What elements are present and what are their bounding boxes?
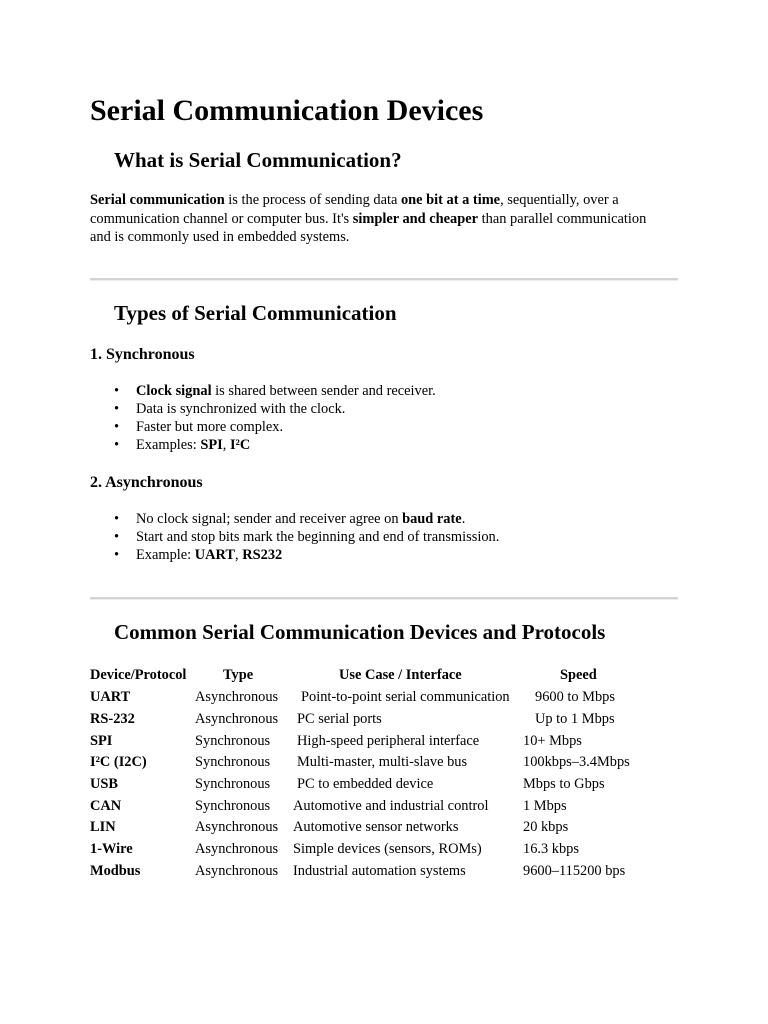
- section-divider: [90, 278, 678, 281]
- column-header: Speed: [560, 667, 597, 683]
- table-cell: 10+ Mbps: [523, 733, 582, 749]
- table-cell: 20 kbps: [523, 819, 569, 835]
- table-cell: CAN: [90, 798, 122, 814]
- table-cell: Asynchronous: [195, 863, 279, 879]
- table-cell: PC to embedded device: [297, 776, 434, 792]
- synchronous-list: [90, 382, 436, 454]
- list-item: • Example: UART, RS232: [90, 546, 499, 564]
- types-heading: Types of Serial Communication: [114, 301, 397, 325]
- table-cell: Synchronous: [195, 776, 271, 792]
- table-cell: 9600–115200 bps: [523, 863, 626, 879]
- table-cell: Up to 1 Mbps: [535, 711, 615, 727]
- table-cell: Modbus: [90, 863, 141, 879]
- intro-line-1: Serial communication is the process of sending data one bit at a time, sequentially, over a: [90, 192, 619, 208]
- list-item: • Clock signal is shared between sender and receiver.: [90, 382, 436, 400]
- table-cell: RS-232: [90, 711, 135, 727]
- section-divider: [90, 597, 678, 600]
- synchronous-heading: 1. Synchronous: [90, 346, 195, 363]
- table-cell: Mbps to Gbps: [523, 776, 605, 792]
- table-cell: UART: [90, 689, 131, 705]
- table-cell: Multi-master, multi-slave bus: [297, 754, 468, 770]
- table-cell: PC serial ports: [297, 711, 382, 727]
- intro-line-3: and is commonly used in embedded systems.: [90, 229, 350, 245]
- table-cell: Asynchronous: [195, 819, 279, 835]
- devices-heading: Common Serial Communication Devices and Protocols: [114, 620, 606, 644]
- table-cell: Industrial automation systems: [293, 863, 466, 879]
- column-header: Use Case / Interface: [339, 667, 462, 683]
- table-cell: Asynchronous: [195, 711, 279, 727]
- table-cell: 9600 to Mbps: [535, 689, 615, 705]
- table-cell: Point-to-point serial communication: [301, 689, 510, 705]
- list-item: • Examples: SPI, I²C: [90, 436, 436, 454]
- list-item: • Faster but more complex.: [90, 418, 436, 436]
- table-cell: USB: [90, 776, 118, 792]
- table-cell: Simple devices (sensors, ROMs): [293, 841, 482, 857]
- table-cell: SPI: [90, 733, 113, 749]
- table-cell: Automotive and industrial control: [293, 798, 489, 814]
- table-cell: Synchronous: [195, 733, 271, 749]
- intro-line-2: communication channel or computer bus. It's simpler and cheaper than parallel communication: [90, 210, 647, 227]
- table-cell: Synchronous: [195, 798, 271, 814]
- table-cell: LIN: [90, 819, 116, 835]
- intro-paragraph: [90, 191, 690, 247]
- list-item: • No clock signal; sender and receiver agree on baud rate.: [90, 510, 499, 528]
- table-cell: Asynchronous: [195, 689, 279, 705]
- table-cell: High-speed peripheral interface: [297, 733, 480, 749]
- page-title: Serial Communication Devices: [90, 94, 484, 127]
- table-cell: 100kbps–3.4Mbps: [523, 754, 630, 770]
- asynchronous-list: [90, 510, 499, 564]
- list-item: • Data is synchronized with the clock.: [90, 400, 436, 418]
- column-header: Device/Protocol: [90, 667, 187, 683]
- column-header: Type: [223, 667, 254, 683]
- table-cell: Synchronous: [195, 754, 271, 770]
- table-cell: Asynchronous: [195, 841, 279, 857]
- asynchronous-heading: 2. Asynchronous: [90, 474, 203, 491]
- table-cell: 1 Mbps: [523, 798, 567, 814]
- table-cell: 1-Wire: [90, 841, 133, 857]
- intro-heading: What is Serial Communication?: [114, 148, 402, 172]
- table-cell: 16.3 kbps: [523, 841, 579, 857]
- table-cell: I²C (I2C): [90, 754, 147, 770]
- table-cell: Automotive sensor networks: [293, 819, 459, 835]
- list-item: • Start and stop bits mark the beginning and end of transmission.: [90, 528, 499, 546]
